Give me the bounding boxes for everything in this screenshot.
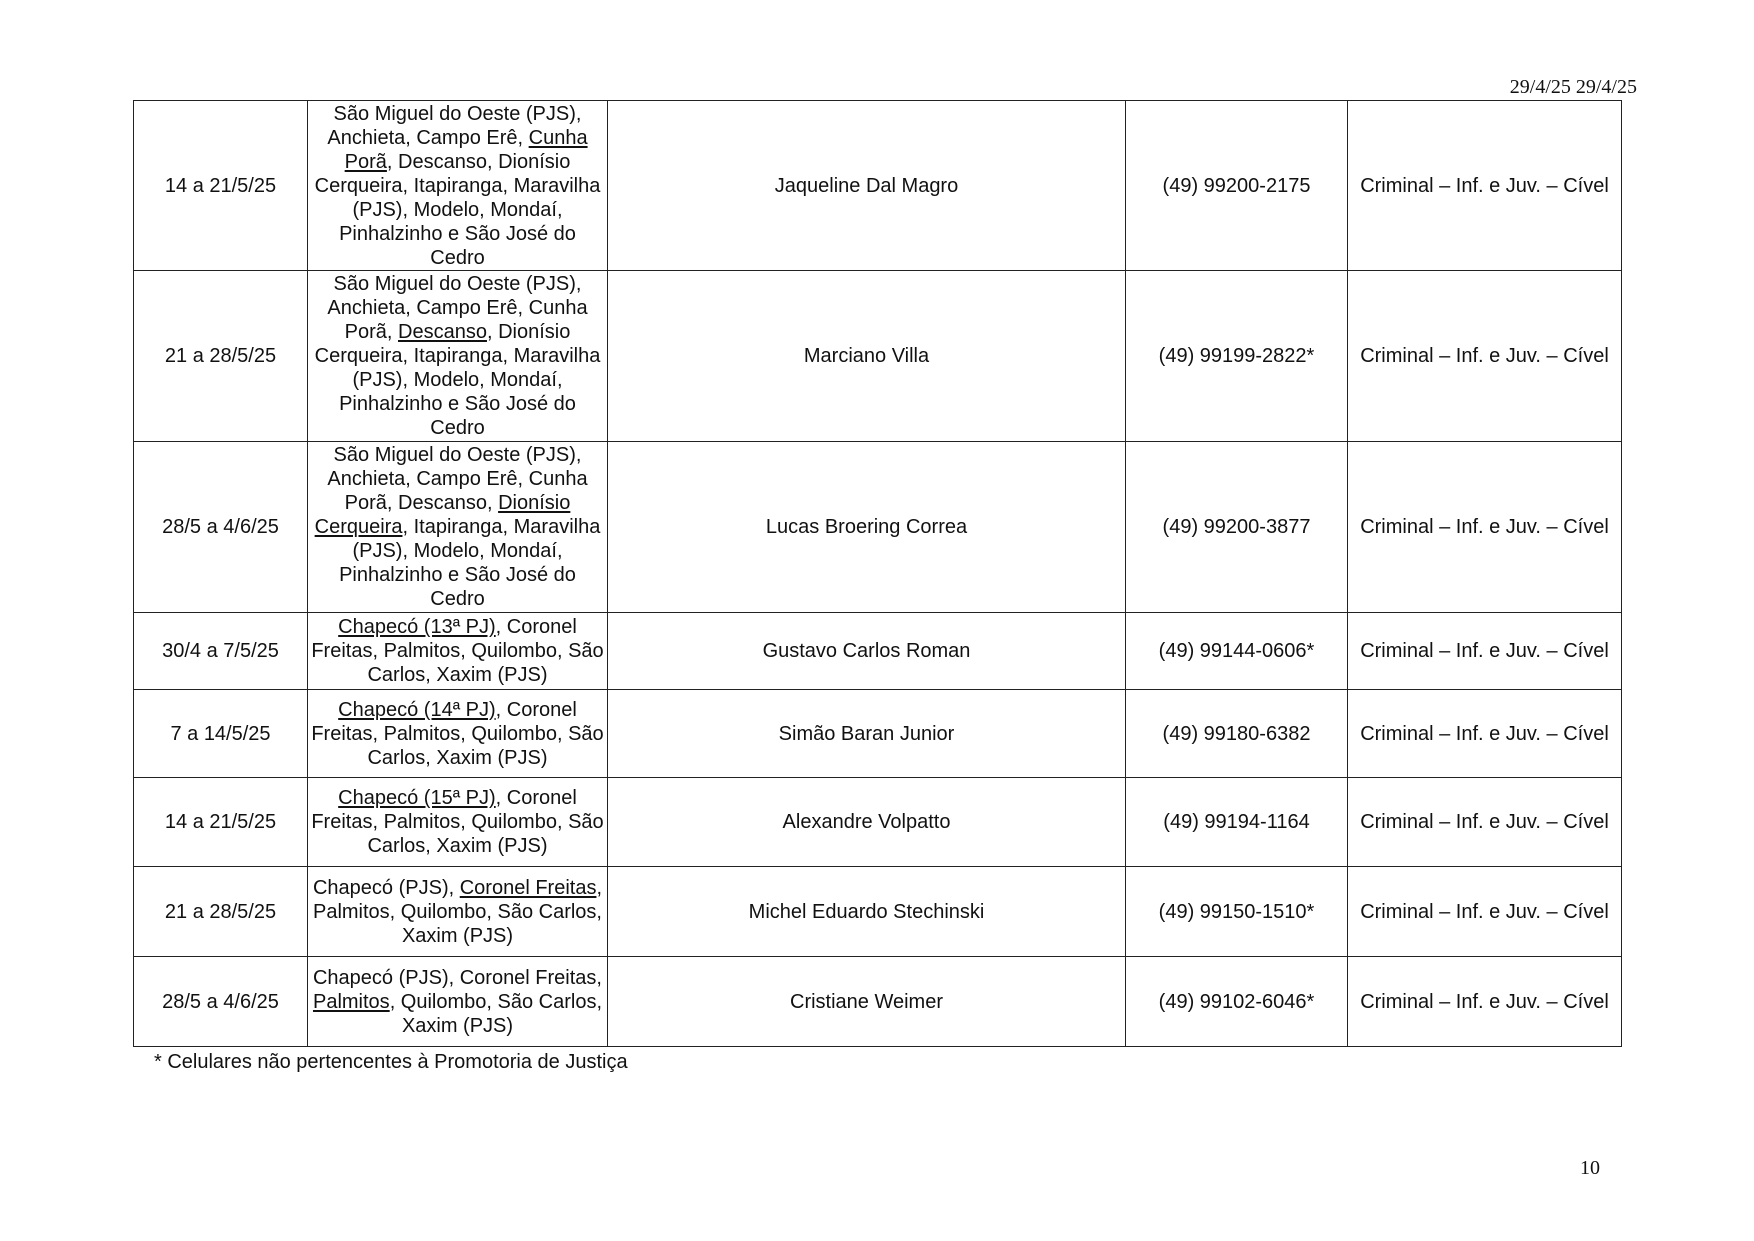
phone-cell: (49) 99194-1164	[1126, 778, 1348, 867]
name-cell: Simão Baran Junior	[608, 690, 1126, 778]
table-row	[134, 101, 1622, 271]
locations-after: , Dionísio Cerqueira, Itapiranga, Maravilha (PJS), Modelo, Mondaí, Pinhalzinho e São José do Cedro	[314, 321, 601, 439]
period-cell: 28/5 a 4/6/25	[134, 442, 308, 613]
locations-before: São Miguel do Oeste (PJS), Anchieta, Campo Erê, Cunha Porã,	[327, 273, 588, 343]
phone-cell: (49) 99200-3877	[1126, 442, 1348, 613]
locations-after: , Coronel Freitas, Palmitos, Quilombo, São Carlos, Xaxim (PJS)	[311, 787, 604, 857]
phone-cell: (49) 99144-0606*	[1126, 613, 1348, 690]
locations-highlight: Chapecó (14ª PJ)	[338, 698, 496, 721]
locations-highlight: Chapecó (15ª PJ)	[338, 787, 496, 809]
locations-before: São Miguel do Oeste (PJS), Anchieta, Campo Erê, Cunha Porã, Descanso,	[327, 444, 588, 514]
phone-cell: (49) 99200-2175	[1126, 101, 1348, 271]
phone-cell: (49) 99199-2822*	[1126, 271, 1348, 442]
name-cell: Marciano Villa	[608, 271, 1126, 442]
locations-highlight: Chapecó (13ª PJ)	[338, 616, 496, 638]
locations-cell	[308, 613, 608, 690]
locations-before: Chapecó (PJS), Coronel Freitas,	[312, 966, 602, 989]
locations-after: , Coronel Freitas, Palmitos, Quilombo, São Carlos, Xaxim (PJS)	[311, 698, 604, 769]
period-cell: 21 a 28/5/25	[134, 867, 308, 957]
locations-after: , Palmitos, Quilombo, São Carlos, Xaxim (PJS)	[312, 876, 602, 947]
locations-after: , Coronel Freitas, Palmitos, Quilombo, São Carlos, Xaxim (PJS)	[311, 616, 604, 686]
locations-cell	[308, 690, 608, 778]
area-cell: Criminal – Inf. e Juv. – Cível	[1348, 101, 1622, 271]
page-number: 10	[1580, 1157, 1600, 1179]
locations-highlight: Cunha Porã	[344, 126, 588, 173]
locations-highlight: Descanso	[398, 321, 487, 343]
table-row	[134, 867, 1622, 957]
period-cell: 21 a 28/5/25	[134, 271, 308, 442]
locations-cell	[308, 101, 608, 271]
area-cell: Criminal – Inf. e Juv. – Cível	[1348, 778, 1622, 867]
table-row	[134, 778, 1622, 867]
name-cell: Lucas Broering Correa	[608, 442, 1126, 613]
table-row	[134, 442, 1622, 613]
period-cell: 28/5 a 4/6/25	[134, 957, 308, 1047]
locations-cell	[308, 778, 608, 867]
name-cell: Michel Eduardo Stechinski	[608, 867, 1126, 957]
area-cell: Criminal – Inf. e Juv. – Cível	[1348, 613, 1622, 690]
area-cell: Criminal – Inf. e Juv. – Cível	[1348, 271, 1622, 442]
name-cell: Alexandre Volpatto	[608, 778, 1126, 867]
header-date: 29/4/25 29/4/25	[1509, 76, 1637, 98]
name-cell: Gustavo Carlos Roman	[608, 613, 1126, 690]
phone-cell: (49) 99150-1510*	[1126, 867, 1348, 957]
locations-highlight: Coronel Freitas	[459, 876, 597, 899]
footnote: * Celulares não pertencentes à Promotoria de Justiça	[154, 1051, 628, 1073]
locations-after: , Descanso, Dionísio Cerqueira, Itapiranga, Maravilha (PJS), Modelo, Mondaí, Pinhalzinho e São José do Cedro	[314, 150, 601, 269]
locations-cell	[308, 867, 608, 957]
locations-after: , Quilombo, São Carlos, Xaxim (PJS)	[389, 990, 603, 1037]
duty-schedule-table	[133, 100, 1622, 1047]
phone-cell: (49) 99180-6382	[1126, 690, 1348, 778]
locations-after: , Itapiranga, Maravilha (PJS), Modelo, Mondaí, Pinhalzinho e São José do Cedro	[339, 516, 601, 610]
table-row	[134, 957, 1622, 1047]
locations-highlight: Palmitos	[312, 990, 390, 1013]
period-cell: 14 a 21/5/25	[134, 101, 308, 271]
locations-cell	[308, 442, 608, 613]
phone-cell: (49) 99102-6046*	[1126, 957, 1348, 1047]
name-cell: Jaqueline Dal Magro	[608, 101, 1126, 271]
period-cell: 30/4 a 7/5/25	[134, 613, 308, 690]
period-cell: 7 a 14/5/25	[134, 690, 308, 778]
locations-cell	[308, 957, 608, 1047]
area-cell: Criminal – Inf. e Juv. – Cível	[1348, 867, 1622, 957]
table-row	[134, 613, 1622, 690]
period-cell: 14 a 21/5/25	[134, 778, 308, 867]
area-cell: Criminal – Inf. e Juv. – Cível	[1348, 442, 1622, 613]
area-cell: Criminal – Inf. e Juv. – Cível	[1348, 690, 1622, 778]
locations-before: São Miguel do Oeste (PJS), Anchieta, Campo Erê,	[327, 102, 582, 149]
name-cell: Cristiane Weimer	[608, 957, 1126, 1047]
table-row	[134, 690, 1622, 778]
locations-cell	[308, 271, 608, 442]
area-cell: Criminal – Inf. e Juv. – Cível	[1348, 957, 1622, 1047]
locations-highlight: Dionísio Cerqueira	[314, 492, 571, 538]
locations-before: Chapecó (PJS),	[312, 876, 460, 899]
table-row	[134, 271, 1622, 442]
